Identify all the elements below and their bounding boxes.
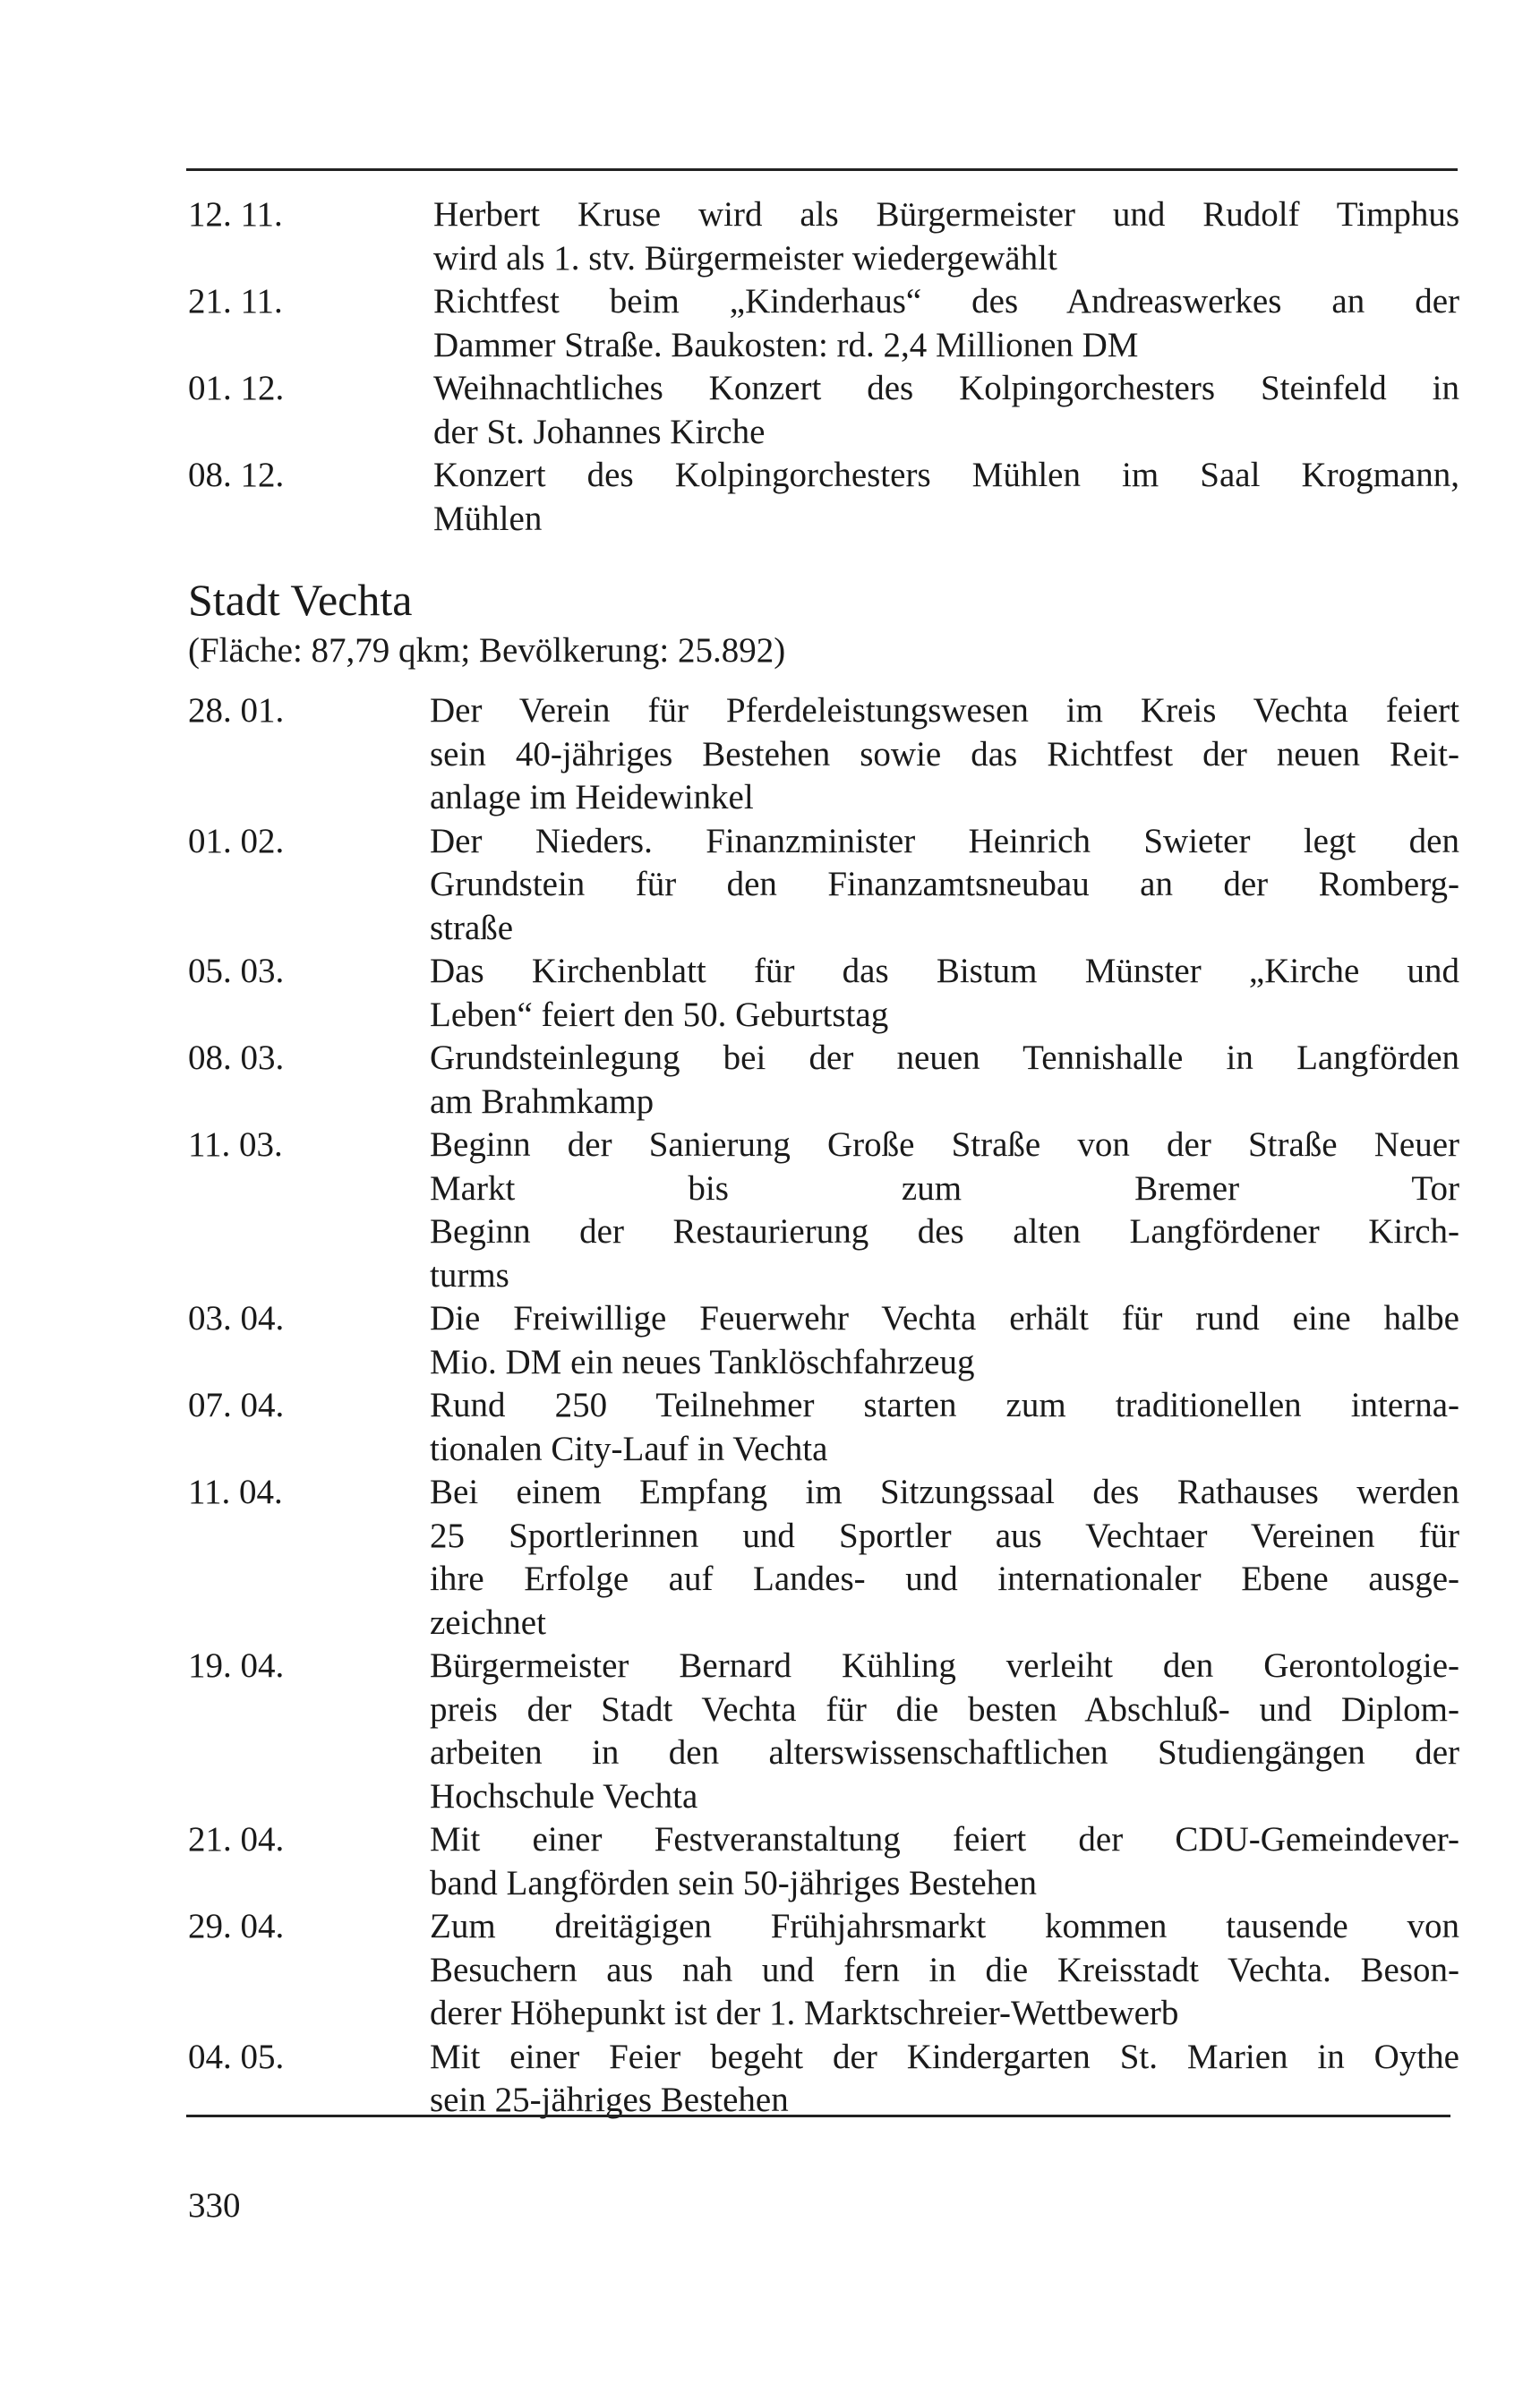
entry-text-line: sein 25-jähriges Bestehen (430, 2081, 789, 2119)
entry-text (430, 950, 1459, 1037)
entry-text (433, 367, 1459, 454)
entry-text (433, 193, 1459, 280)
entry-text (430, 1037, 1459, 1124)
entry-date: 07. 04. (188, 1386, 285, 1424)
entry-date: 12. 11. (188, 195, 283, 234)
entry-text-line: 25 Sportlerinnen und Sportler aus Vechtaer Vereinen für (430, 1516, 1459, 1555)
entry-text-line: tionalen City-Lauf in Vechta (430, 1429, 828, 1468)
entry-text-line: Der Nieders. Finanzminister Heinrich Swieter legt den (430, 821, 1459, 860)
entry-date: 01. 12. (188, 369, 285, 407)
entry-text-line: Dammer Straße. Baukosten: rd. 2,4 Millionen DM (433, 325, 1139, 364)
entry-text-line: wird als 1. stv. Bürgermeister wiedergewählt (433, 238, 1057, 278)
entry-text-line: turms (430, 1255, 509, 1295)
entry-text-line: Zum dreitägigen Frühjahrsmarkt kommen tausende von (430, 1907, 1459, 1945)
entry-text-line: Grundsteinlegung bei der neuen Tennishalle in Langförden (430, 1039, 1459, 1077)
entry-text-line: Mit einer Festveranstaltung feiert der CDU-Gemeindever- (430, 1820, 1459, 1859)
entry-text-line: Beginn der Sanierung Große Straße von der Straße Neuer (430, 1125, 1459, 1164)
chronicle-entry (188, 1471, 1459, 1645)
entry-date: 04. 05. (188, 2037, 285, 2076)
bottom-rule (186, 2115, 1450, 2117)
chronicle-entry (188, 1818, 1459, 1905)
entry-text-line: Bürgermeister Bernard Kühling verleiht den Gerontologie- (430, 1646, 1459, 1685)
chronicle-entry (188, 689, 1459, 820)
entry-text (430, 1297, 1459, 1384)
chronicle-entry (188, 2036, 1459, 2123)
entry-text (430, 689, 1459, 820)
chronicle-section-2 (188, 689, 1459, 2123)
entry-text-line: Grundstein für den Finanzamtsneubau an der Romberg- (430, 865, 1459, 903)
entry-text-line: ihre Erfolge auf Landes- und internationaler Ebene ausge- (430, 1560, 1459, 1598)
entry-text (430, 820, 1459, 951)
entry-date: 21. 04. (188, 1820, 285, 1859)
entry-text (430, 1384, 1459, 1471)
entry-text (430, 2036, 1459, 2123)
chronicle-entry (188, 1037, 1459, 1124)
entry-text-line: Markt bis zum Bremer Tor (430, 1168, 1459, 1208)
entry-text-line: Leben“ feiert den 50. Geburtstag (430, 995, 889, 1034)
entry-text-line: band Langförden sein 50-jähriges Bestehen (430, 1863, 1037, 1902)
entry-text-line: am Brahmkamp (430, 1081, 654, 1121)
page-number: 330 (188, 2186, 241, 2225)
entry-date: 03. 04. (188, 1299, 285, 1338)
entry-date: 11. 04. (188, 1473, 283, 1511)
entry-text-line: arbeiten in den alterswissenschaftlichen Studiengängen der (430, 1733, 1459, 1772)
entry-text-line: preis der Stadt Vechta für die besten Abschluß- und Diplom- (430, 1689, 1459, 1729)
entry-text-line: anlage im Heidewinkel (430, 778, 754, 816)
entry-text (433, 280, 1459, 367)
entry-text-line: Richtfest beim „Kinderhaus“ des Andreaswerkes an der (433, 282, 1459, 321)
chronicle-entry (188, 1905, 1459, 2036)
entry-text-line: Herbert Kruse wird als Bürgermeister und Rudolf Timphus (433, 195, 1459, 234)
chronicle-entry (188, 367, 1459, 454)
entry-date: 08. 03. (188, 1039, 285, 1077)
chronicle-section-1 (188, 193, 1459, 541)
entry-date: 11. 03. (188, 1125, 283, 1164)
entry-text-line: Mit einer Feier begeht der Kindergarten St. Marien in Oythe (430, 2037, 1459, 2076)
entry-text-line: Mio. DM ein neues Tanklöschfahrzeug (430, 1342, 975, 1381)
entry-text-line: Konzert des Kolpingorchesters Mühlen im Saal Krogmann, (433, 456, 1459, 494)
entry-date: 08. 12. (188, 456, 285, 494)
entry-text-line: Weihnachtliches Konzert des Kolpingorchesters Steinfeld in (433, 369, 1459, 407)
chronicle-entry (188, 1645, 1459, 1818)
entry-date: 01. 02. (188, 821, 285, 860)
entry-text (430, 1818, 1459, 1905)
chronicle-entry (188, 280, 1459, 367)
entry-text-line: Beginn der Restaurierung des alten Langfördener Kirch- (430, 1212, 1459, 1251)
top-rule (186, 168, 1458, 171)
entry-date: 21. 11. (188, 282, 283, 321)
chronicle-entry (188, 950, 1459, 1037)
entry-text-line: Rund 250 Teilnehmer starten zum traditionellen interna- (430, 1386, 1459, 1424)
chronicle-entry (188, 193, 1459, 280)
entry-text-line: Der Verein für Pferdeleistungswesen im Kreis Vechta feiert (430, 691, 1459, 730)
entry-text-line: derer Höhepunkt ist der 1. Marktschreier-Wettbewerb (430, 1994, 1179, 2032)
entry-text (430, 1645, 1459, 1818)
entry-date: 05. 03. (188, 952, 285, 990)
entry-text (430, 1905, 1459, 2036)
entry-date: 19. 04. (188, 1646, 285, 1685)
entry-text-line: straße (430, 908, 514, 947)
entry-text (430, 1471, 1459, 1645)
entry-text-line: Die Freiwillige Feuerwehr Vechta erhält für rund eine halbe (430, 1299, 1459, 1338)
chronicle-entry (188, 1124, 1459, 1297)
entry-date: 28. 01. (188, 691, 285, 730)
chronicle-entry (188, 820, 1459, 951)
entry-date: 29. 04. (188, 1907, 285, 1945)
chronicle-entry (188, 454, 1459, 541)
entry-text-line: Bei einem Empfang im Sitzungssaal des Rathauses werden (430, 1473, 1459, 1511)
entry-text-line: sein 40-jähriges Bestehen sowie das Richtfest der neuen Reit- (430, 734, 1459, 774)
chronicle-entry (188, 1384, 1459, 1471)
entry-text-line: zeichnet (430, 1603, 546, 1642)
entry-text-line: Mühlen (433, 499, 543, 538)
entry-text (433, 454, 1459, 541)
entry-text-line: Besuchern aus nah und fern in die Kreisstadt Vechta. Beson- (430, 1950, 1459, 1989)
entry-text-line: der St. Johannes Kirche (433, 412, 766, 451)
section-title: Stadt Vechta (188, 575, 413, 625)
section-subtitle: (Fläche: 87,79 qkm; Bevölkerung: 25.892) (188, 631, 786, 670)
chronicle-entry (188, 1297, 1459, 1384)
entry-text-line: Das Kirchenblatt für das Bistum Münster „Kirche und (430, 952, 1459, 990)
entry-text (430, 1124, 1459, 1297)
entry-text-line: Hochschule Vechta (430, 1776, 698, 1816)
